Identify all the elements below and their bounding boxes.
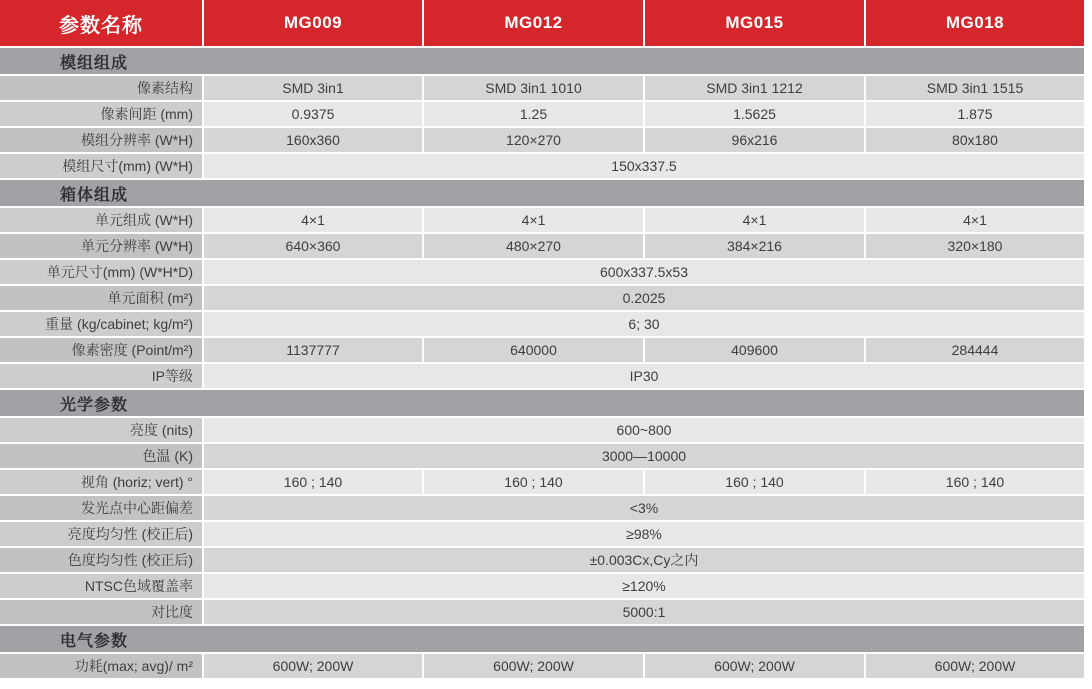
table-row [0,522,1084,546]
merged-value-cell: 3000—10000 [204,444,1084,468]
merged-value-cell: 600~800 [204,418,1084,442]
merged-value-cell: ≥120% [204,574,1084,598]
model-header-mg012: MG012 [424,0,643,46]
value-cell: 160 ; 140 [645,470,864,494]
row-label: NTSC色域覆盖率 [0,574,202,598]
section-title: 模组组成 [0,48,1084,74]
table-row [0,574,1084,598]
value-cell: 600W; 200W [645,654,864,678]
model-header-mg009: MG009 [204,0,422,46]
row-label: 像素间距 (mm) [0,102,202,126]
value-cell: 600W; 200W [866,654,1084,678]
value-cell: 1.875 [866,102,1084,126]
row-label: 色度均匀性 (校正后) [0,548,202,572]
table-row [0,76,1084,100]
value-cell: 4×1 [645,208,864,232]
value-cell: 160 ; 140 [424,470,643,494]
value-cell: 384×216 [645,234,864,258]
table-row [0,654,1084,678]
value-cell: 640×360 [204,234,422,258]
value-cell: 160 ; 140 [204,470,422,494]
merged-value-cell: 150x337.5 [204,154,1084,178]
row-label: 视角 (horiz; vert) ° [0,470,202,494]
section-header-row [0,48,1084,74]
row-label: 单元面积 (m²) [0,286,202,310]
table-row [0,208,1084,232]
merged-value-cell: IP30 [204,364,1084,388]
table-row [0,102,1084,126]
section-header-row [0,180,1084,206]
table-row [0,496,1084,520]
value-cell: 4×1 [424,208,643,232]
row-label: IP等级 [0,364,202,388]
model-header-mg018: MG018 [866,0,1084,46]
row-label: 亮度 (nits) [0,418,202,442]
table-row [0,418,1084,442]
value-cell: 4×1 [204,208,422,232]
value-cell: SMD 3in1 [204,76,422,100]
row-label: 单元尺寸(mm) (W*H*D) [0,260,202,284]
value-cell: 0.9375 [204,102,422,126]
value-cell: 4×1 [866,208,1084,232]
row-label: 功耗(max; avg)/ m² [0,654,202,678]
row-label: 发光点中心距偏差 [0,496,202,520]
value-cell: 80x180 [866,128,1084,152]
value-cell: 600W; 200W [204,654,422,678]
table-row [0,260,1084,284]
row-label: 模组尺寸(mm) (W*H) [0,154,202,178]
table-row [0,154,1084,178]
row-label: 像素结构 [0,76,202,100]
section-title: 光学参数 [0,390,1084,416]
table-row [0,548,1084,572]
row-label: 像素密度 (Point/m²) [0,338,202,362]
merged-value-cell: ≥98% [204,522,1084,546]
model-header-mg015: MG015 [645,0,864,46]
table-row [0,312,1084,336]
value-cell: 1137777 [204,338,422,362]
model-header-row [0,0,1084,46]
section-header-row [0,390,1084,416]
value-cell: 640000 [424,338,643,362]
value-cell: 160 ; 140 [866,470,1084,494]
table-row [0,470,1084,494]
row-label: 亮度均匀性 (校正后) [0,522,202,546]
row-label: 对比度 [0,600,202,624]
section-header-row [0,626,1084,652]
table-row [0,338,1084,362]
value-cell: 480×270 [424,234,643,258]
row-label: 单元组成 (W*H) [0,208,202,232]
table-row [0,364,1084,388]
merged-value-cell: 600x337.5x53 [204,260,1084,284]
table-row [0,234,1084,258]
table-row [0,286,1084,310]
value-cell: SMD 3in1 1010 [424,76,643,100]
value-cell: 320×180 [866,234,1084,258]
value-cell: 160x360 [204,128,422,152]
section-title: 箱体组成 [0,180,1084,206]
value-cell: 96x216 [645,128,864,152]
merged-value-cell: <3% [204,496,1084,520]
row-label: 色温 (K) [0,444,202,468]
value-cell: 120×270 [424,128,643,152]
row-label: 重量 (kg/cabinet; kg/m²) [0,312,202,336]
merged-value-cell: 5000:1 [204,600,1084,624]
row-label: 单元分辨率 (W*H) [0,234,202,258]
value-cell: SMD 3in1 1515 [866,76,1084,100]
param-name-header: 参数名称 [0,0,202,46]
row-label: 模组分辨率 (W*H) [0,128,202,152]
value-cell: 1.25 [424,102,643,126]
table-row [0,600,1084,624]
value-cell: 1.5625 [645,102,864,126]
value-cell: 409600 [645,338,864,362]
table-row [0,444,1084,468]
value-cell: SMD 3in1 1212 [645,76,864,100]
value-cell: 600W; 200W [424,654,643,678]
merged-value-cell: ±0.003Cx,Cy之内 [204,548,1084,572]
value-cell: 284444 [866,338,1084,362]
table-row [0,128,1084,152]
section-title: 电气参数 [0,626,1084,652]
merged-value-cell: 0.2025 [204,286,1084,310]
merged-value-cell: 6; 30 [204,312,1084,336]
